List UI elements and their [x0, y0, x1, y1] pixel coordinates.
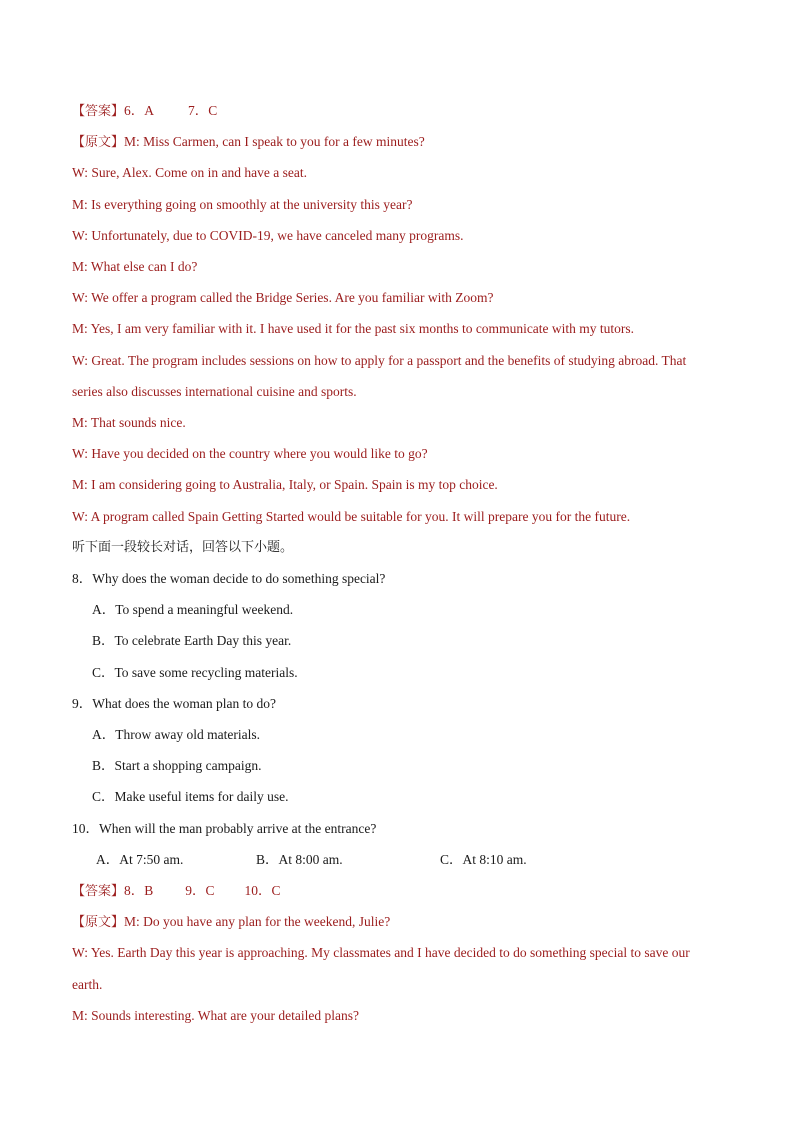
question-number: 9．	[72, 696, 93, 711]
transcript-line: M: Is everything going on smoothly at the university this year?	[72, 197, 413, 212]
option-b: B．At 8:00 am.	[256, 852, 343, 867]
option-b: B．Start a shopping campaign.	[92, 758, 262, 773]
transcript-line: M: Sounds interesting. What are your detailed plans?	[72, 1008, 359, 1023]
question-10	[72, 820, 376, 838]
transcript-line: M: Yes, I am very familiar with it. I have used it for the past six months to communicate with my tutors.	[72, 321, 635, 336]
question-8	[72, 570, 385, 588]
transcript-line: M: I am considering going to Australia, Italy, or Spain. Spain is my top choice.	[72, 477, 498, 492]
transcript-line: W: Yes. Earth Day this year is approaching. My classmates and I have decided to do something special to save our	[72, 945, 690, 960]
option-c: C．To save some recycling materials.	[92, 665, 298, 680]
answer-tag: 【答案】	[72, 104, 125, 119]
answer-tag: 【答案】	[72, 884, 125, 899]
transcript-line: W: A program called Spain Getting Started would be suitable for you. It will prepare you for the future.	[72, 509, 631, 524]
answer-item: 10．C	[244, 883, 281, 898]
option-a: A．To spend a meaningful weekend.	[92, 602, 294, 617]
question-text: When will the man probably arrive at the entrance?	[99, 821, 377, 836]
question-number: 8．	[72, 571, 93, 586]
transcript-line: series also discusses international cuisine and sports.	[72, 384, 357, 399]
transcript-line: W: Unfortunately, due to COVID-19, we have canceled many programs.	[72, 228, 464, 243]
option-c: C．At 8:10 am.	[440, 852, 527, 867]
answer-item: 7．C	[188, 103, 218, 118]
option-a: A．Throw away old materials.	[92, 727, 260, 742]
question-9	[72, 695, 276, 713]
answer-item: 6．A	[124, 103, 155, 118]
option-a: A．At 7:50 am.	[96, 852, 184, 867]
answer-line-1	[72, 102, 217, 121]
section-instruction: 听下面一段较长对话，回答以下小题。	[72, 540, 294, 555]
transcript-line: W: Have you decided on the country where you would like to go?	[72, 446, 428, 461]
answer-item: 8．B	[124, 883, 154, 898]
answer-item: 9．C	[185, 883, 215, 898]
question-text: Why does the woman decide to do something special?	[92, 571, 386, 586]
transcript-line: 【原文】M: Do you have any plan for the weekend, Julie?	[72, 914, 391, 930]
transcript-line: 【原文】M: Miss Carmen, can I speak to you for a few minutes?	[72, 134, 425, 150]
transcript-tag: 【原文】	[72, 915, 125, 930]
transcript-line: W: Great. The program includes sessions on how to apply for a passport and the benefits of studying abroad. That	[72, 353, 687, 368]
question-text: What does the woman plan to do?	[92, 696, 276, 711]
transcript-line: M: That sounds nice.	[72, 415, 186, 430]
option-b: B．To celebrate Earth Day this year.	[92, 633, 292, 648]
answer-line-2	[72, 882, 281, 901]
transcript-line: W: We offer a program called the Bridge Series. Are you familiar with Zoom?	[72, 290, 494, 305]
option-c: C．Make useful items for daily use.	[92, 789, 289, 804]
question-number: 10．	[72, 821, 99, 836]
transcript-tag: 【原文】	[72, 135, 125, 150]
transcript-line: earth.	[72, 977, 103, 992]
transcript-line: M: What else can I do?	[72, 259, 198, 274]
transcript-line: W: Sure, Alex. Come on in and have a seat.	[72, 165, 307, 180]
